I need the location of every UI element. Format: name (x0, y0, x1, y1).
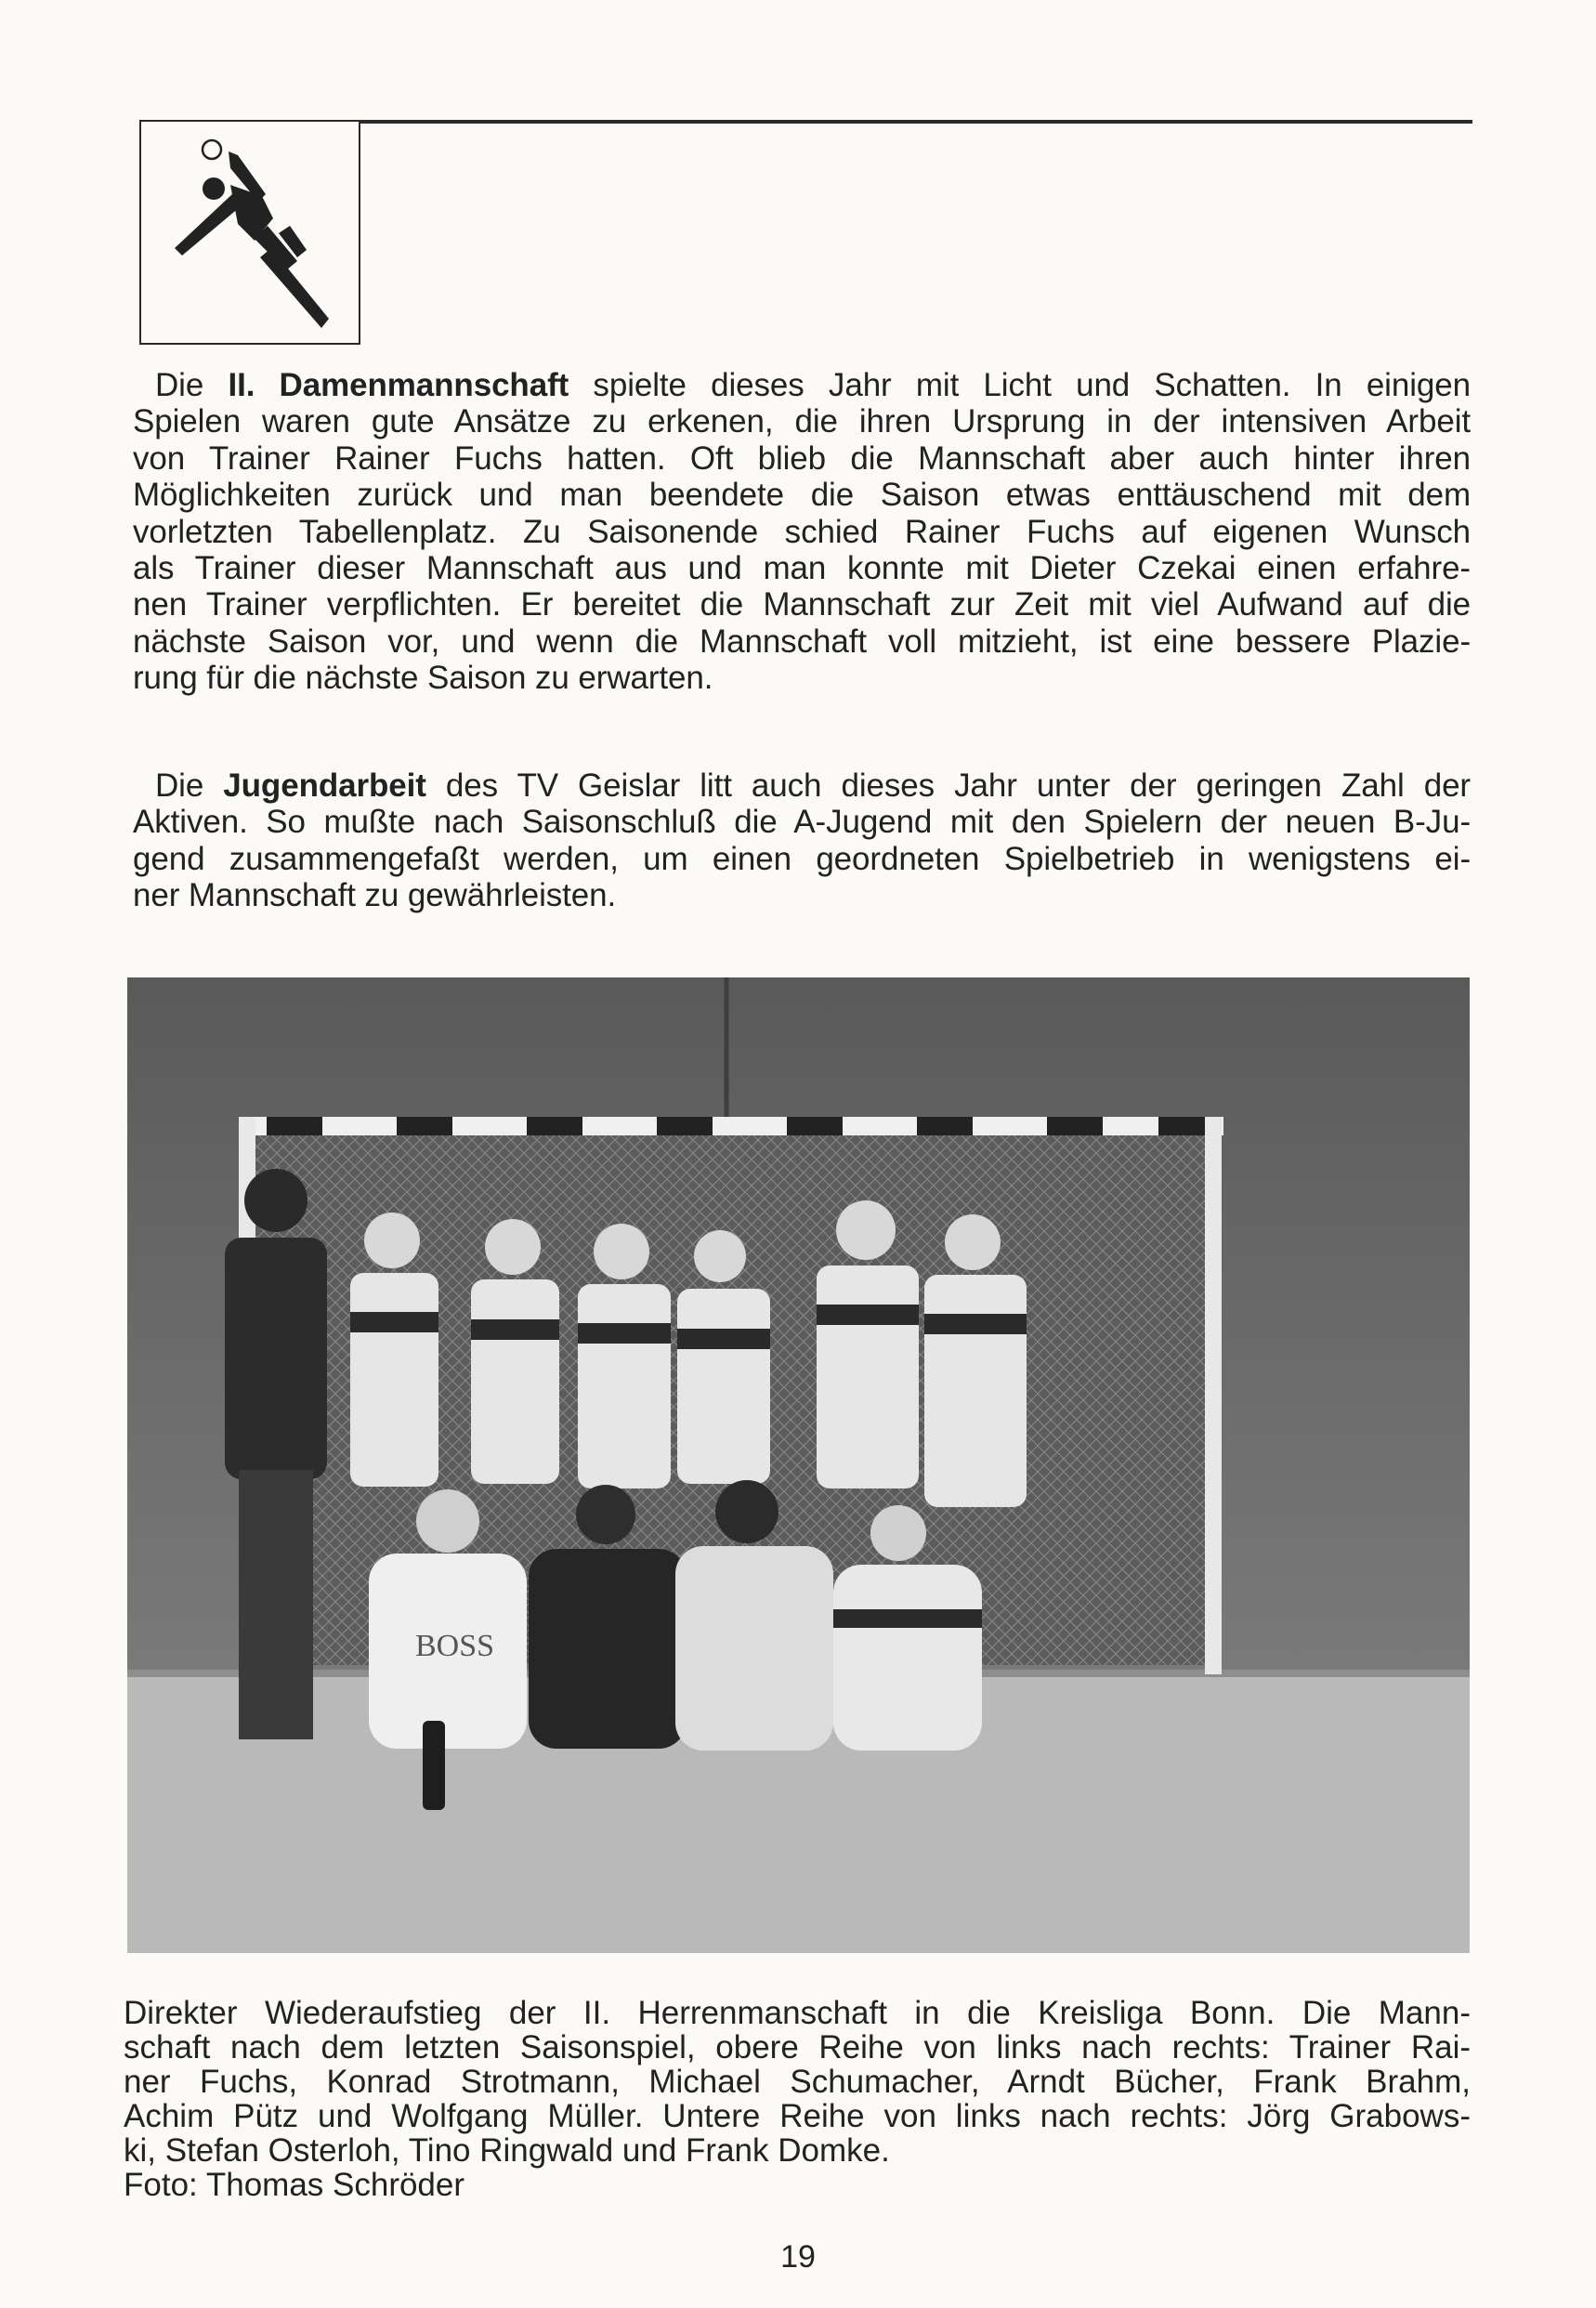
handball-player-icon (141, 122, 362, 345)
photo-credit: Foto: Thomas Schröder (124, 2167, 465, 2203)
text-line: Möglichkeiten zurück und man beendete die Saison etwas enttäuschend mit dem (133, 477, 1471, 514)
text-line: gend zusammengefaßt werden, um einen geordneten Spielbetrieb in wenigstens ei- (133, 840, 1471, 877)
text-line: vorletzten Tabellenplatz. Zu Saisonende schied Rainer Fuchs auf eigenen Wunsch (133, 513, 1471, 550)
text-line: von Trainer Rainer Fuchs hatten. Oft blieb die Mannschaft aber auch hinter ihren (133, 439, 1471, 477)
page-number: 19 (780, 2239, 816, 2275)
team-photo-image (127, 977, 1470, 1953)
text-line: nächste Saison vor, und wenn die Mannschaft voll mitzieht, ist eine bessere Plazie- (133, 623, 1471, 660)
caption-line: schaft nach dem letzten Saisonspiel, obere Reihe von links nach rechts: Trainer Rai- (124, 2029, 1471, 2065)
text-line: Spielen waren gute Ansätze zu erkenen, die ihren Ursprung in der intensiven Arbeit (133, 403, 1471, 440)
caption-line: ki, Stefan Osterloh, Tino Ringwald und Frank Domke. (124, 2132, 890, 2169)
logo-frame (139, 122, 360, 345)
text-line: nen Trainer verpflichten. Er bereitet die Mannschaft zur Zeit mit viel Aufwand auf die (133, 586, 1471, 623)
shirt-print: BOSS (415, 1629, 495, 1663)
team-photo (127, 977, 1470, 1953)
caption-line: Direkter Wiederaufstieg der II. Herrenmanschaft in die Kreisliga Bonn. Die Mann- (124, 1995, 1471, 2031)
photo-caption (124, 1996, 1471, 2202)
text-line: Die II. Damenmannschaft spielte dieses Jahr mit Licht und Schatten. In einigen (155, 367, 1471, 403)
caption-line: Achim Pütz und Wolfgang Müller. Untere Reihe von links nach rechts: Jörg Grabows- (124, 2098, 1471, 2134)
text-line: Aktiven. So mußte nach Saisonschluß die A-Jugend mit den Spielern der neuen B-Ju- (133, 804, 1471, 841)
text-line: ner Mannschaft zu gewährleisten. (133, 877, 617, 914)
paragraph-damenmannschaft (133, 367, 1471, 697)
paragraph-jugendarbeit (133, 767, 1471, 914)
text-line: rung für die nächste Saison zu erwarten. (133, 660, 713, 697)
caption-line: ner Fuchs, Konrad Strotmann, Michael Schumacher, Arndt Bücher, Frank Brahm, (124, 2064, 1471, 2100)
text-line: als Trainer dieser Mannschaft aus und man konnte mit Dieter Czekai einen erfahre- (133, 550, 1471, 587)
text-line: Die Jugendarbeit des TV Geislar litt auch dieses Jahr unter der geringen Zahl der (155, 767, 1471, 804)
